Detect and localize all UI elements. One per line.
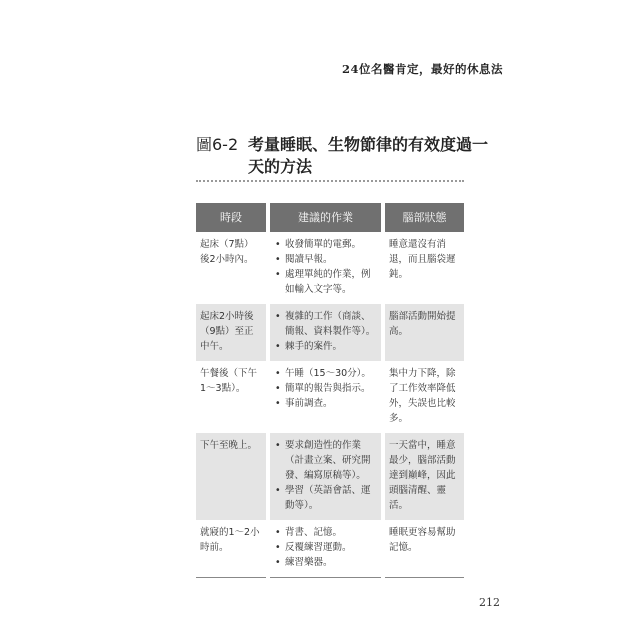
period-cell: 下午至晚上。: [196, 433, 268, 520]
header-tasks: 建議的作業: [268, 203, 383, 232]
dotted-divider: [196, 180, 464, 182]
brain-state-cell: 一天當中，睡意最少，腦部活動達到巔峰，因此頭腦清醒、靈活。: [383, 433, 464, 520]
brain-state-cell: 睡眠更容易幫助記憶。: [383, 520, 464, 578]
brain-state-cell: 睡意還沒有消退，而且腦袋遲鈍。: [383, 232, 464, 304]
table-row: [196, 232, 464, 304]
task-item: • 收發簡單的電郵。: [274, 237, 377, 252]
page-number: 212: [479, 596, 500, 609]
table-row: [196, 520, 464, 578]
table-row: [196, 433, 464, 520]
figure-title-line1: [196, 134, 496, 156]
period-cell: 起床（7點）後2小時內。: [196, 232, 268, 304]
tasks-cell: [268, 361, 383, 433]
table-row: [196, 361, 464, 433]
table-row: [196, 304, 464, 361]
task-list: [274, 525, 377, 570]
figure-title-text-line2: 天的方法: [248, 157, 313, 176]
period-cell: 起床2小時後（9點）至正中午。: [196, 304, 268, 361]
tasks-cell: [268, 520, 383, 578]
header-brain-state: 腦部狀態: [383, 203, 464, 232]
header-period: 時段: [196, 203, 268, 232]
tasks-cell: [268, 232, 383, 304]
brain-state-cell: 腦部活動開始提高。: [383, 304, 464, 361]
task-item: • 練習樂器。: [274, 555, 377, 570]
tasks-cell: [268, 433, 383, 520]
brain-state-cell: 集中力下降，除了工作效率降低外，失誤也比較多。: [383, 361, 464, 433]
task-item: • 午睡（15～30分）。: [274, 366, 377, 381]
task-item: • 複雜的工作（商談、簡報、資料製作等）。: [274, 309, 377, 339]
task-item: • 背書、記憶。: [274, 525, 377, 540]
figure-label: 圖6-2: [196, 135, 239, 154]
tasks-cell: [268, 304, 383, 361]
running-head: 24位名醫肯定，最好的休息法: [341, 62, 503, 76]
task-item: • 閱讀早報。: [274, 252, 377, 267]
task-item: • 棘手的案件。: [274, 339, 377, 354]
task-list: [274, 438, 377, 513]
figure-title: [196, 134, 496, 178]
task-item: • 反覆練習運動。: [274, 540, 377, 555]
task-item: • 要求創造性的作業（計畫立案、研究開發、編寫原稿等）。: [274, 438, 377, 483]
task-item: • 處理單純的作業，例如輸入文字等。: [274, 267, 377, 297]
figure-title-text-line1: 考量睡眠、生物節律的有效度過一: [248, 135, 489, 154]
period-cell: 就寢的1～2小時前。: [196, 520, 268, 578]
task-item: • 事前調查。: [274, 396, 377, 411]
task-list: [274, 309, 377, 354]
task-list: [274, 237, 377, 297]
period-cell: 午餐後（下午1～3點）。: [196, 361, 268, 433]
task-item: • 學習（英語會話、運動等）。: [274, 483, 377, 513]
task-item: • 簡單的報告與指示。: [274, 381, 377, 396]
schedule-table: [196, 203, 464, 578]
task-list: [274, 366, 377, 411]
table-header-row: [196, 203, 464, 232]
